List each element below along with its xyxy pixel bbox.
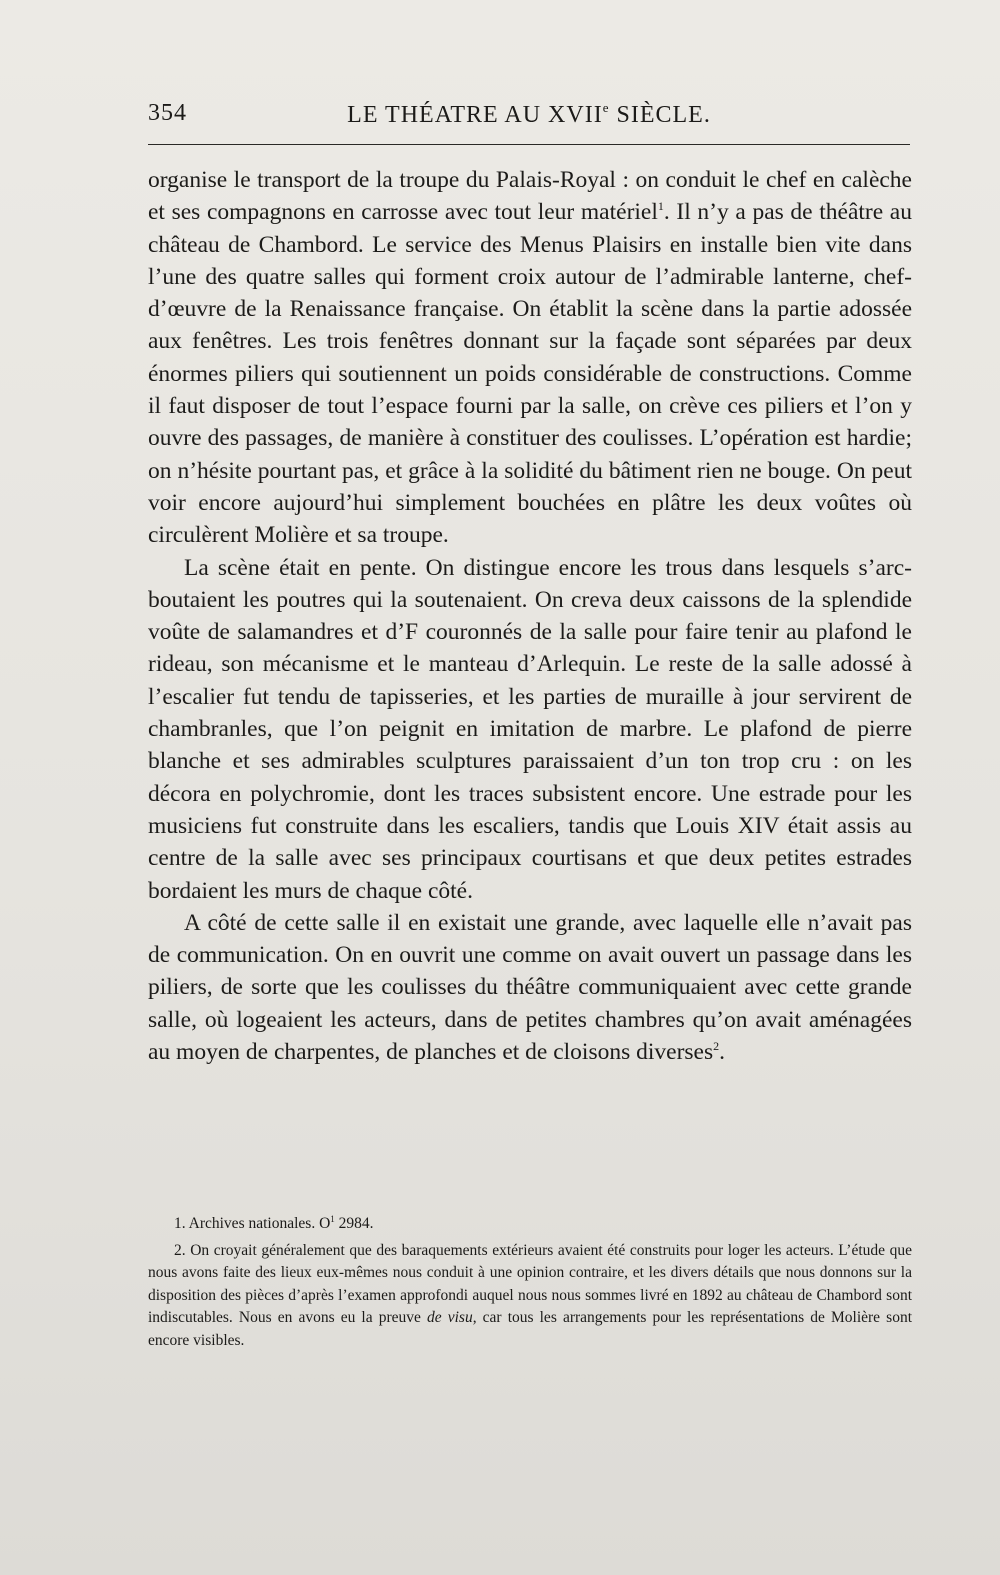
running-title-superscript: e bbox=[602, 100, 610, 115]
page-number: 354 bbox=[148, 100, 187, 126]
paragraph-2: La scène était en pente. On distingue encore les trous dans lesquels s’arc-boutaient les poutres qui la soutenaient. On creva deux caissons de la splendide voûte de salamandres et d’F couronnés de la salle pour faire tenir au plafond le rideau, son mécanisme et le manteau d’Arlequin. Le reste de la salle adossé à l’escalier fut tendu de tapisseries, et les parties de muraille à jour servirent de chambranles, que l’on peignit en imitation de marbre. Le plafond de pierre blanche et ses admirables sculptures paraissaient d’un ton trop cru : on les décora en polychromie, dont les traces subsistent encore. Une estrade pour les musiciens fut construite dans les escaliers, tandis que Louis XIV était assis au centre de la salle avec ses principaux courtisans et que deux petites estrades bordaient les murs de chaque côté. bbox=[148, 554, 912, 904]
footnote-2-text-a: 2. On croyait généralement que des baraquements extérieurs avaient été construits pour loger les acteurs. L’étude que nous avons faite des lieux eux-mêmes nous conduit à une opinion contraire, et les divers détails que nous donnons sur la disposition des pièces d’après l’examen approfondi auquel nous nous sommes livré en 1892 au château de Chambord sont indiscutables. Nous en avons eu la preuve bbox=[148, 1241, 912, 1327]
footnote-1 bbox=[148, 1213, 912, 1236]
main-text bbox=[148, 164, 912, 1068]
footnote-1-text-b: 2984. bbox=[334, 1215, 374, 1232]
paragraph-3-text-b: . bbox=[719, 1039, 725, 1066]
paragraph-3 bbox=[148, 907, 912, 1068]
footnote-2-text-b: , car tous les arrangements pour les représentations de Molière sont encore visibles. bbox=[148, 1309, 913, 1349]
footnote-1-text-a: 1. Archives nationales. O bbox=[174, 1215, 331, 1232]
running-title-end: SIÈCLE. bbox=[609, 102, 711, 128]
footnote-2-italic: de visu bbox=[427, 1309, 473, 1327]
paragraph-3-text-a: A côté de cette salle il en existait une grande, avec laquelle elle n’avait pas de communication. On en ouvrit une comme on avait ouvert un passage dans les piliers, de sorte que les coulisses du théâtre communiquaient avec cette grande salle, où logeaient les acteurs, dans de petites chambres qu’on avait aménagées au moyen de charpentes, de planches et de cloisons diverses bbox=[148, 909, 912, 1066]
footnote-1-superscript: 1 bbox=[330, 1214, 335, 1224]
paragraph-1-text-b: . Il n’y a pas de théâtre au château de Chambord. Le service des Menus Plaisirs en installe bien vite dans l’une des quatre salles qui forment croix autour de l’admirable lanterne, chef-d’œuvre de la Renaissance française. On établit la scène dans la partie adossée aux fenêtres. Les trois fenêtres donnant sur la façade sont séparées par deux énormes piliers qui soutiennent un poids considérable de constructions. Comme il faut disposer de tout l’espace fourni par la salle, on crève ces piliers et l’on y ouvre des passages, de manière à constituer des coulisses. L’opération est hardie; on n’hésite pourtant pas, et grâce à la solidité du bâtiment rien ne bouge. On peut voir encore aujourd’hui simplement bouchées en plâtre les deux voûtes où circulèrent Molière et sa troupe. bbox=[148, 199, 912, 549]
running-title bbox=[208, 100, 850, 129]
running-title-main: LE THÉATRE AU XVII bbox=[347, 102, 603, 128]
header-rule bbox=[148, 144, 910, 145]
paragraph-1 bbox=[148, 164, 912, 552]
footnote-ref-1: 1 bbox=[657, 199, 664, 214]
running-header bbox=[148, 96, 910, 136]
footnote-ref-2: 2 bbox=[713, 1039, 720, 1054]
paragraph-1-text-a: organise le transport de la troupe du Palais-Royal : on conduit le chef en calèche et ses compagnons en carrosse avec tout leur matériel bbox=[148, 167, 912, 226]
footnote-2 bbox=[148, 1240, 912, 1353]
footnotes bbox=[148, 1213, 912, 1353]
